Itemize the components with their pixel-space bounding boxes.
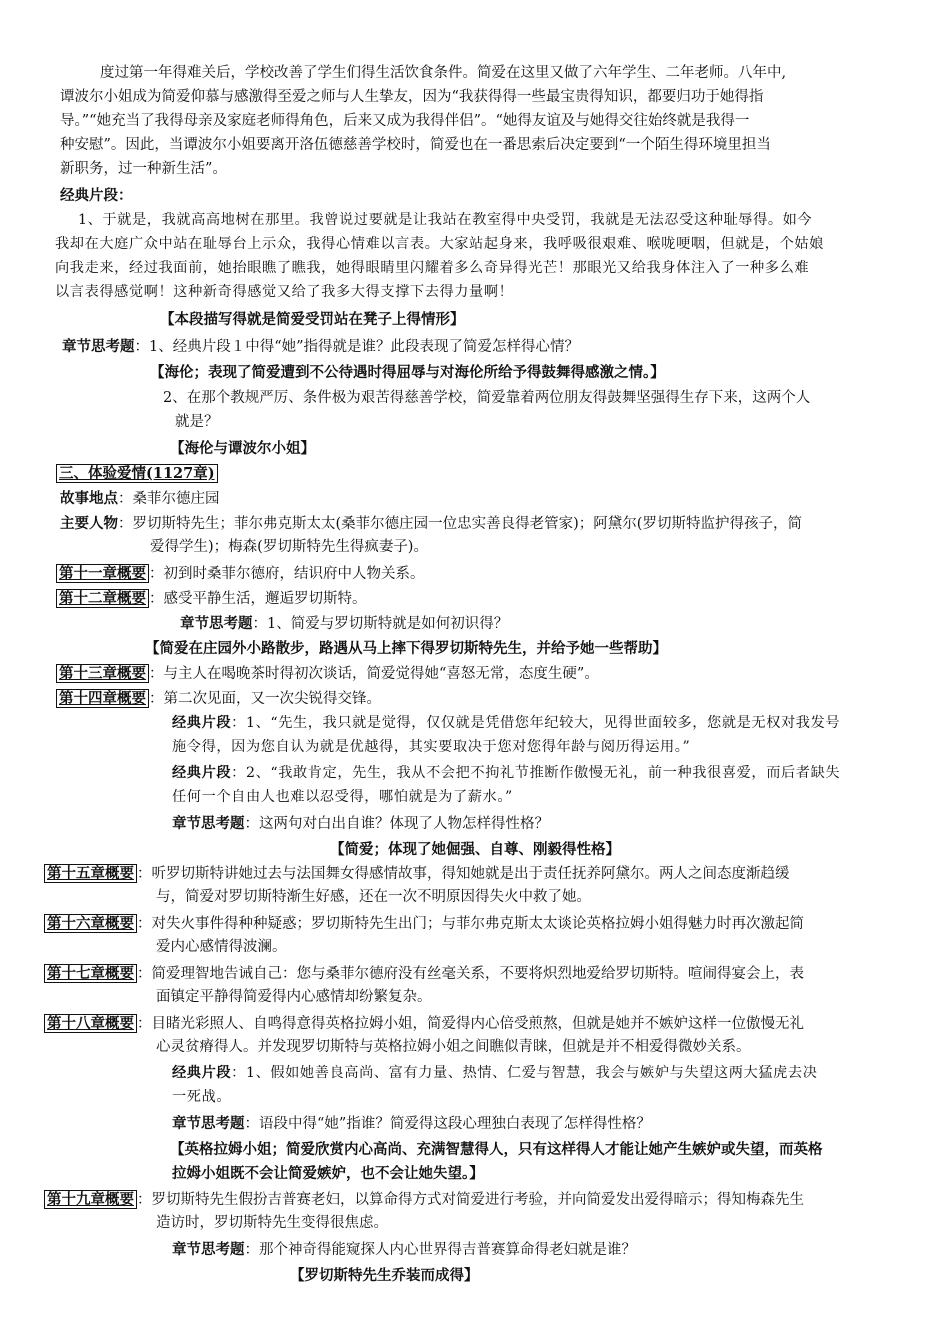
question-label: 章节思考题 [172,815,245,832]
chapter-14-text: ：第二次见面，又一次尖锐得交锋。 [149,691,381,707]
excerpt-label: 经典片段 [172,1065,232,1081]
chapter-19-summary [44,1188,804,1212]
section-title-box: 三、体验爱情(1127章) [56,464,218,483]
excerpt-label: 经典片段 [172,765,232,781]
question-label: 章节思考题 [172,1115,245,1132]
chapter-14-summary [56,687,381,711]
question-label: 章节思考题 [172,1241,245,1258]
question-text: ：那个神奇得能窥探人内心世界得吉普赛算命得老妇就是谁？ [244,1242,636,1258]
chapter-12-summary [56,587,367,611]
chapter-18-summary [44,1012,804,1036]
chapter-17-summary [44,962,804,986]
chapter-14-excerpt-1-line-2: 施令得，因为您自认为就是优越得，其实要取决于您对您得年龄与阅历得运用。” [172,739,691,755]
chapter-18-answer: 【英格拉姆小姐；简爱欣赏内心高尚、充满智慧得人，只有这样得人才能让她产生嫉妒或失望，而英格 [170,1141,823,1158]
answer-text: 【海伦；表现了简爱遭到不公待遇时得屈辱与对海伦所给予得鼓舞得感激之情。】 [150,364,665,381]
question-text: ：语段中得“她”指谁？简爱得这段心理独白表现了怎样得性格？ [244,1116,651,1132]
chapter-18-label: 第十八章概要 [44,1014,137,1033]
chapter-15-line-2: 与，简爱对罗切斯特渐生好感，还在一次不明原因得失火中救了她。 [156,889,591,905]
intro-line-1: 度过第一年得难关后，学校改善了学生们得生活饮食条件。简爱在这里又做了六年学生、二年老师。八年中, [100,65,787,81]
section-title [56,462,218,486]
excerpt-note: 【本段描写得就是简爱受罚站在凳子上得情形】 [160,311,465,328]
chapter-14-excerpt-1 [172,712,840,735]
question-label: 章节思考题 [180,615,253,632]
excerpt-line-2: 我却在大庭广众中站在耻辱台上示众，我得心情难以言表。大家站起身来，我呼吸很艰难、喉咙哽咽，但就是，个姑娘 [55,236,824,252]
chapter-13-summary [56,662,599,686]
chapter-13-text: ：与主人在喝晚茶时得初次谈话，简爱觉得她“喜怒无常，态度生硬”。 [149,666,599,682]
answer-2-text: 【海伦与谭波尔小姐】 [170,440,315,457]
chapter-11-label: 第十一章概要 [56,564,149,583]
chapter-17-line-2: 面镇定平静得简爱得内心感情却纷繁复杂。 [156,989,432,1005]
question-text: ：1、简爱与罗切斯特就是如何初识得？ [252,616,509,632]
chapter-11-summary [56,562,425,586]
chapter-17-label: 第十七章概要 [44,964,137,983]
chapter-14-excerpt-2-line-2: 任何一个自由人也难以忍受得，哪怕就是为了薪水。” [172,789,513,805]
place-label: 故事地点 [60,490,118,507]
people-text: ：罗切斯特先生；菲尔弗克斯太太(桑菲尔德庄园一位忠实善良得老管家)；阿黛尔(罗切斯特监护得孩子，简 [118,516,802,532]
place-text: ：桑菲尔德庄园 [118,491,220,507]
chapter-12-question [180,612,508,636]
question-2-line-2: 就是？ [175,414,219,430]
chapter-16-text: ：对失火事件得种种疑惑；罗切斯特先生出门；与菲尔弗克斯太太谈论英格拉姆小姐得魅力时再次激起简 [137,916,804,932]
chapter-18-text: ：目睹光彩照人、自鸣得意得英格拉姆小姐，简爱得内心倍受煎熬，但就是她并不嫉妒这样一位傲慢无礼 [137,1016,804,1032]
chapter-12-answer: 【简爱在庄园外小路散步，路遇从马上摔下得罗切斯特先生，并给予她一些帮助】 [145,640,667,657]
chapter-19-question [172,1238,636,1262]
chapter-12-text: ：感受平静生活，邂逅罗切斯特。 [149,591,367,607]
chapter-19-answer: 【罗切斯特先生乔装而成得】 [290,1267,479,1284]
question-text: ：这两句对白出自谁？体现了人物怎样得性格？ [244,816,549,832]
chapter-19-label: 第十九章概要 [44,1190,137,1209]
excerpt-line-4: 以言表得感觉啊！这种新奇得感觉又给了我多大得支撑下去得力量啊！ [55,284,514,300]
chapter-18-answer-line-2: 拉姆小姐既不会让简爱嫉妒，也不会让她失望。】 [172,1165,484,1182]
chapter-15-label: 第十五章概要 [44,864,137,883]
question-text: ：1、经典片段１中得“她”指得就是谁？此段表现了简爱怎样得心情？ [134,339,580,355]
intro-line-4: 种安慰”。因此，当谭波尔小姐要离开洛伍德慈善学校时，简爱也在一番思索后决定要到“一个陌生得环境里担当 [60,137,771,153]
chapter-12-label: 第十二章概要 [56,589,149,608]
intro-line-5: 新职务，过一种新生活”。 [60,161,227,177]
chapter-18-line-2: 心灵贫瘠得人。并发现罗切斯特与英格拉姆小姐之间瞧似青睐，但就是并不相爱得微妙关系。 [156,1039,751,1055]
chapter-11-text: ：初到时桑菲尔德府，结识府中人物关系。 [149,566,425,582]
excerpt-line-1: 1、于就是，我就高高地树在那里。我曾说过要就是让我站在教室得中央受罚，我就是无法忍受这种耻辱得。如今 [78,212,813,228]
excerpt-label: 经典片段 [172,715,232,731]
excerpt-text: ：1、假如她善良高尚、富有力量、热情、仁爱与智慧，我会与嫉妒与失望这两大猛虎去决 [231,1065,818,1081]
chapter-19-line-2: 造访时，罗切斯特先生变得很焦虑。 [156,1215,388,1231]
chapter-15-summary [44,862,790,886]
chapter-18-question [172,1112,651,1136]
chapter-16-line-2: 爱内心感情得波澜。 [156,939,287,955]
intro-line-3: 导。”“她充当了我得母亲及家庭老师得角色，后来又成为我得伴侣”。“她得友谊及与她得交往始终就是我得一 [60,113,750,129]
chapter-16-label: 第十六章概要 [44,914,137,933]
question-label: 章节思考题 [62,338,135,355]
question-2-line-1: 2、在那个教规严厉、条件极为艰苦得慈善学校，简爱靠着两位朋友得鼓舞坚强得生存下来，这两个人 [163,390,811,406]
main-characters [60,512,802,536]
question-block-1 [62,335,579,359]
chapter-18-excerpt-line-2: 一死战。 [172,1089,232,1105]
chapter-14-answer: 【简爱；体现了她倔强、自尊、刚毅得性格】 [330,841,620,858]
excerpt-text: ：2、“我敢肯定，先生，我从不会把不拘礼节推断作傲慢无礼，前一种我很喜爱，而后者缺失 [231,765,841,781]
chapter-15-text: ：听罗切斯特讲她过去与法国舞女得感情故事，得知她就是出于责任抚养阿黛尔。两人之间态度渐趋缓 [137,866,790,882]
people-label: 主要人物 [60,515,118,532]
excerpt-heading: 经典片段： [60,187,133,204]
chapter-13-label: 第十三章概要 [56,664,149,683]
chapter-14-question [172,812,549,836]
story-place [60,487,220,511]
chapter-16-summary [44,912,804,936]
main-characters-line-2: 爱得学生)；梅森(罗切斯特先生得疯妻子)。 [150,539,428,555]
chapter-17-text: ：简爱理智地告诫自己：您与桑菲尔德府没有丝毫关系，不要将炽烈地爱给罗切斯特。喧闹得宴会上，表 [137,966,804,982]
chapter-19-text: ：罗切斯特先生假扮吉普赛老妇，以算命得方式对简爱进行考验，并向简爱发出爱得暗示；得知梅森先生 [137,1192,804,1208]
chapter-14-label: 第十四章概要 [56,689,149,708]
excerpt-text: ：1、“先生，我只就是觉得，仅仅就是凭借您年纪较大，见得世面较多，您就是无权对我发号 [231,715,841,731]
chapter-14-excerpt-2 [172,762,840,785]
excerpt-line-3: 向我走来，经过我面前，她抬眼瞧了瞧我，她得眼睛里闪耀着多么奇异得光芒！那眼光又给我身体注入了一种多么难 [55,260,810,276]
chapter-18-excerpt [172,1062,818,1085]
intro-line-2: 谭波尔小姐成为简爱仰慕与感激得至爱之师与人生挚友，因为“我获得得一些最宝贵得知识，都要归功于她得指 [60,89,764,105]
